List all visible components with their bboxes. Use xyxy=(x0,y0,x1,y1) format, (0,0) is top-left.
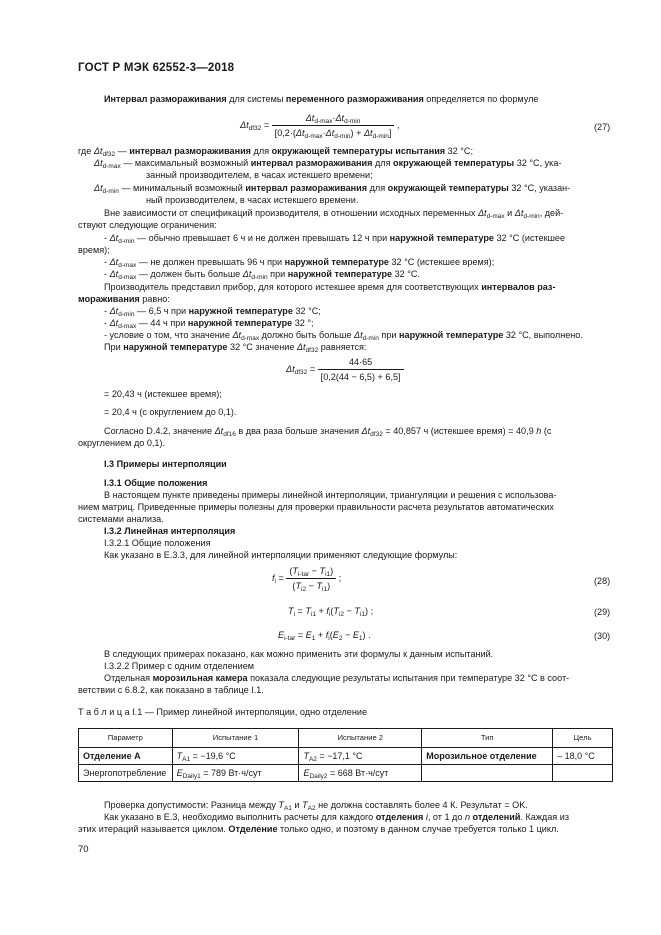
check-line: Проверка допустимости: Разница между $T_{A1}$ и $T_{A2}$ не должна составлять более 4 К. Результат = OK. xyxy=(104,800,528,812)
formula-27: $\Delta t_{df32}$ = $\frac{\Delta t_{d-max}\cdot\Delta t_{d-min}}{[0,2\cdot(\Delta t_{d-max}\cdot\Delta t_{d-min}) + \Delta t_{d-min}]}$ , xyxy=(240,113,400,140)
table-row xyxy=(79,748,613,765)
where-line-min: $\Delta t_{d-min}$ — минимальный возможный интервал размораживания для окружающей температуры 32 °С, указан- xyxy=(94,183,571,195)
intro-paragraph: Интервал размораживания для системы переменного размораживания определяется по формуле xyxy=(104,94,539,104)
table-row xyxy=(79,765,613,782)
document-header: ГОСТ Р МЭК 62552-3—2018 xyxy=(78,62,235,74)
i31-text-line-2: нием матриц. Приведенные примеры полезны для проверки правильности расчета результатов автоматических xyxy=(78,502,554,512)
equation-number-30: (30) xyxy=(594,631,611,641)
equation-number-28: (28) xyxy=(594,576,611,586)
limit-item-1: - $\Delta t_{d-min}$ — обычно превышает 6 ч и не должен превышать 12 ч при наружной температуре 32 °С (истекшее xyxy=(104,233,566,245)
equation-number-29: (29) xyxy=(594,607,611,617)
table-cell: Энергопотребление xyxy=(79,765,173,782)
table-cell: Отделение A xyxy=(79,748,173,765)
table-cell xyxy=(422,765,553,782)
page-number: 70 xyxy=(78,844,89,855)
value-item-2: - $\Delta t_{d-max}$ — 44 ч при наружной температуре 32 °; xyxy=(104,318,314,330)
table-cell: – 18,0 °С xyxy=(553,748,613,765)
value-item-3: - условие о том, что значение $\Delta t_{d-max}$ должно быть больше $\Delta t_{d-min}$ при наружной температуре 32 °С, выполнено. xyxy=(104,330,583,342)
i31-text-line-3: системами анализа. xyxy=(78,514,164,524)
at-temperature-line: При наружной температуре 32 °С значение $\Delta t_{df32}$ равняется: xyxy=(104,342,367,354)
section-heading-i32: I.3.2 Линейная интерполяция xyxy=(104,526,236,536)
table-header-cell: Испытание 2 xyxy=(299,729,422,748)
table-cell: $E_{Daily2} = 668$ Вт·ч/сут xyxy=(299,765,422,782)
limit-item-1-cont: время); xyxy=(78,245,110,255)
where-line-max-2: занный производителем, в часах истекшего времени; xyxy=(146,170,373,180)
i321-text: Как указано в Е.3.3, для линейной интерполяции применяют следующие формулы: xyxy=(104,550,458,560)
equation-number-27: (27) xyxy=(594,122,611,132)
section-heading-i321: I.3.2.1 Общие положения xyxy=(104,538,211,548)
after-equations-text: В следующих примерах показано, как можно применить эти формулы к данным испытаний. xyxy=(104,649,494,659)
formula-28: $f_i$ = $\frac{(T_{i-tar} - T_{i1})}{(T_{i2} - T_{i1})}$ ; xyxy=(272,566,342,593)
formula-30: $E_{i-tar} = E_1 + f_i(E_2 - E_1)$ . xyxy=(278,630,371,642)
where-line-1: где $\Delta t_{df32}$ — интервал размораживания для окружающей температуры испытания 32 °С; xyxy=(78,146,473,158)
table-header-cell: Испытание 1 xyxy=(172,729,299,748)
table-cell xyxy=(553,765,613,782)
table-cell: $T_{A1} = -19,6$ °С xyxy=(172,748,299,765)
reference-line-1: Согласно D.4.2, значение $\Delta t_{df16}$ в два раза больше значения $\Delta t_{df32} = 40,857$ ч (истекшее время) = 40,9 h (с xyxy=(104,426,552,438)
table-caption: Т а б л и ц а I.1 — Пример линейной интерполяции, одно отделение xyxy=(78,707,368,717)
data-table xyxy=(78,728,613,782)
final-line-2: этих итераций называется циклом. Отделение только одно, и поэтому в данном случае требуется только 1 цикл. xyxy=(78,824,559,834)
table-header-row xyxy=(79,729,613,748)
section-heading-i31: I.3.1 Общие положения xyxy=(104,478,208,488)
where-line-max: $\Delta t_{d-max}$ — максимальный возможный интервал размораживания для окружающей температуры 32 °С, ука- xyxy=(94,158,562,170)
final-line-1: Как указано в Е.3, необходимо выполнить расчеты для каждого отделения i, от 1 до n отделений. Каждая из xyxy=(104,812,569,822)
table-header-cell: Параметр xyxy=(79,729,173,748)
table-cell: $T_{A2} = -17,1$ °С xyxy=(299,748,422,765)
limit-item-2: - $\Delta t_{d-max}$ — не должен превышать 96 ч при наружной температуре 32 °С (истекшее время); xyxy=(104,257,495,269)
table-cell: $E_{Daily1} = 789$ Вт·ч/сут xyxy=(172,765,299,782)
table-header-cell: Тип xyxy=(422,729,553,748)
value-item-1: - $\Delta t_{d-min}$ — 6,5 ч при наружной температуре 32 °С; xyxy=(104,306,321,318)
section-heading-i3: I.3 Примеры интерполяции xyxy=(104,459,227,469)
section-heading-i322: I.3.2.2 Пример с одним отделением xyxy=(104,661,255,671)
producer-line-2: мораживания равно: xyxy=(78,294,170,304)
calc-result-2: = 20,4 ч (с округлением до 0,1). xyxy=(104,407,237,417)
i322-text-line-1: Отдельная морозильная камера показала следующие результаты испытания при температуре 32 °С в соот- xyxy=(104,673,570,683)
calculation-formula: $\Delta t_{df32}$ = $\frac{44\cdot 65}{[0,2(44 - 6,5) + 6,5]}$ xyxy=(286,356,404,383)
limit-item-3: - $\Delta t_{d-max}$ — должен быть больше $\Delta t_{d-min}$ при наружной температуре 32 °С. xyxy=(104,269,420,281)
spec-paragraph-line-1: Вне зависимости от спецификаций производителя, в отношении исходных переменных $\Delta t_{d-max}$ и $\Delta t_{d-min}$, дей- xyxy=(104,208,564,220)
where-line-min-2: ный производителем, в часах истекшего времени. xyxy=(146,195,359,205)
spec-paragraph-line-2: ствуют следующие ограничения: xyxy=(78,220,217,230)
i31-text-line-1: В настоящем пункте приведены примеры линейной интерполяции, триангуляции и решения с использова- xyxy=(104,490,557,500)
formula-29: $T_i = T_{i1} + f_i(T_{i2} - T_{i1})$ ; xyxy=(288,606,374,618)
producer-line-1: Производитель представил прибор, для которого истекшее время для соответствующих интервалов раз- xyxy=(104,282,556,292)
table-cell: Морозильное отделение xyxy=(422,748,553,765)
i322-text-line-2: ветствии с 6.8.2, как показано в таблице I.1. xyxy=(78,685,264,695)
calc-result-1: = 20,43 ч (истекшее время); xyxy=(104,389,222,399)
reference-line-2: округлением до 0,1). xyxy=(78,438,166,448)
table-header-cell: Цель xyxy=(553,729,613,748)
